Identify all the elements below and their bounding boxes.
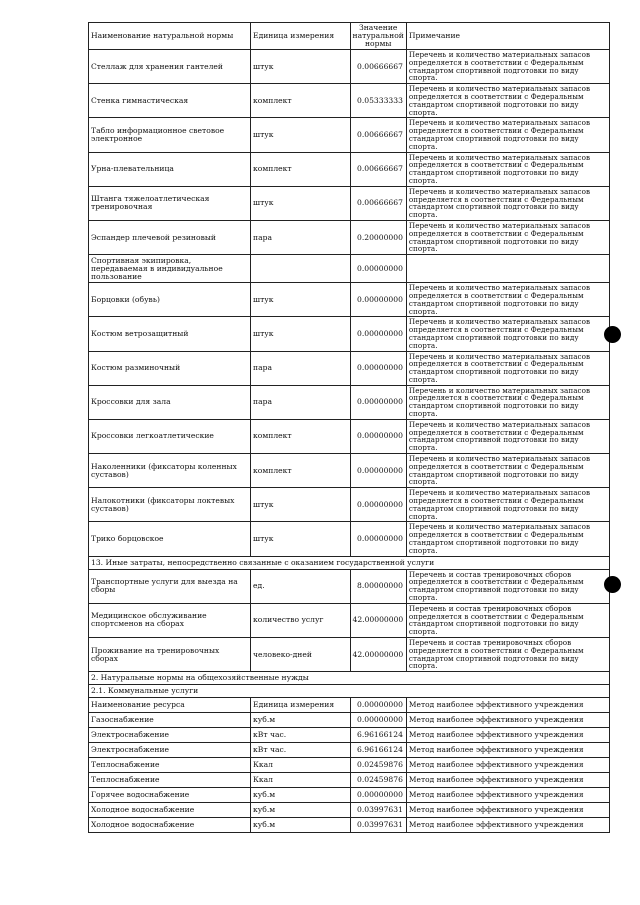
row-note: Метод наиболее эффективного учреждения xyxy=(406,743,609,758)
row-unit: куб.м xyxy=(251,788,350,803)
row-value: 8.00000000 xyxy=(350,569,406,603)
table-row xyxy=(89,454,610,488)
row-name: Горячее водоснабжение xyxy=(89,788,251,803)
row-value: 0.00666667 xyxy=(350,186,406,220)
row-note: Перечень и количество материальных запасов определяется в соответствии с Федеральным стандартом спортивной подготовки по виду спорта. xyxy=(406,152,609,186)
table-row xyxy=(89,351,610,385)
row-unit: штук xyxy=(251,522,350,556)
table-row xyxy=(89,317,610,351)
row-value: 0.00000000 xyxy=(350,522,406,556)
row-name: Налокотники (фиксаторы локтевых суставов) xyxy=(89,488,251,522)
row-note xyxy=(406,255,609,283)
row-unit: Ккал xyxy=(251,758,350,773)
row-note: Метод наиболее эффективного учреждения xyxy=(406,773,609,788)
row-value: 0.00000000 xyxy=(350,454,406,488)
section-2-title: 2. Натуральные нормы на общехозяйственные нужды xyxy=(89,672,610,685)
table-row xyxy=(89,118,610,152)
row-value: 0.03997631 xyxy=(350,803,406,818)
table-row xyxy=(89,803,610,818)
row-note: Перечень и состав тренировочных сборов определяется в соответствии с Федеральным стандартом спортивной подготовки по виду спорта. xyxy=(406,569,609,603)
row-note: Метод наиболее эффективного учреждения xyxy=(406,758,609,773)
row-unit: куб.м xyxy=(251,818,350,833)
row-value: 0.02459876 xyxy=(350,773,406,788)
row-name: Костюм разминочный xyxy=(89,351,251,385)
util-header-unit: Единица измерения xyxy=(251,698,350,713)
row-unit: штук xyxy=(251,186,350,220)
table-row-group xyxy=(89,255,610,283)
row-value: 0.20000000 xyxy=(350,220,406,254)
row-value: 0.00666667 xyxy=(350,152,406,186)
table-row xyxy=(89,186,610,220)
row-unit: куб.м xyxy=(251,713,350,728)
row-unit: кВт час. xyxy=(251,743,350,758)
row-unit: штук xyxy=(251,118,350,152)
row-note: Метод наиболее эффективного учреждения xyxy=(406,713,609,728)
row-note: Перечень и количество материальных запасов определяется в соответствии с Федеральным стандартом спортивной подготовки по виду спорта. xyxy=(406,522,609,556)
util-header-value: 0.00000000 xyxy=(350,698,406,713)
row-unit: количество услуг xyxy=(251,603,350,637)
binder-hole-mark xyxy=(604,326,621,343)
row-name: Эспандер плечевой резиновый xyxy=(89,220,251,254)
row-value: 0.03997631 xyxy=(350,818,406,833)
row-note: Перечень и количество материальных запасов определяется в соответствии с Федеральным стандартом спортивной подготовки по виду спорта. xyxy=(406,118,609,152)
table-row xyxy=(89,283,610,317)
table-row xyxy=(89,488,610,522)
row-note: Перечень и состав тренировочных сборов определяется в соответствии с Федеральным стандартом спортивной подготовки по виду спорта. xyxy=(406,638,609,672)
row-name: Холодное водоснабжение xyxy=(89,803,251,818)
row-note: Перечень и количество материальных запасов определяется в соответствии с Федеральным стандартом спортивной подготовки по виду спорта. xyxy=(406,317,609,351)
section-13-title: 13. Иные затраты, непосредственно связанные с оказанием государственной услуги xyxy=(89,556,610,569)
table-row xyxy=(89,788,610,803)
norms-table xyxy=(88,22,610,833)
row-unit: пара xyxy=(251,220,350,254)
row-value: 6.96166124 xyxy=(350,728,406,743)
header-note: Примечание xyxy=(406,23,609,50)
table-row xyxy=(89,728,610,743)
row-note: Перечень и количество материальных запасов определяется в соответствии с Федеральным стандартом спортивной подготовки по виду спорта. xyxy=(406,454,609,488)
row-name: Теплоснабжение xyxy=(89,758,251,773)
row-note: Перечень и состав тренировочных сборов определяется в соответствии с Федеральным стандартом спортивной подготовки по виду спорта. xyxy=(406,603,609,637)
row-note: Метод наиболее эффективного учреждения xyxy=(406,788,609,803)
row-name: Борцовки (обувь) xyxy=(89,283,251,317)
table-row xyxy=(89,522,610,556)
row-note: Перечень и количество материальных запасов определяется в соответствии с Федеральным стандартом спортивной подготовки по виду спорта. xyxy=(406,419,609,453)
table-row xyxy=(89,84,610,118)
row-name: Костюм ветрозащитный xyxy=(89,317,251,351)
row-note: Перечень и количество материальных запасов определяется в соответствии с Федеральным стандартом спортивной подготовки по виду спорта. xyxy=(406,351,609,385)
row-unit: штук xyxy=(251,283,350,317)
row-name: Медицинское обслуживание спортсменов на сборах xyxy=(89,603,251,637)
row-value: 0.00000000 xyxy=(350,283,406,317)
row-unit: штук xyxy=(251,317,350,351)
row-value: 0.00000000 xyxy=(350,385,406,419)
table-row xyxy=(89,773,610,788)
row-name: Кроссовки для зала xyxy=(89,385,251,419)
row-value: 0.05333333 xyxy=(350,84,406,118)
row-name: Электроснабжение xyxy=(89,728,251,743)
table-row xyxy=(89,603,610,637)
table-row xyxy=(89,50,610,84)
row-unit: человеко-дней xyxy=(251,638,350,672)
row-value: 0.00000000 xyxy=(350,317,406,351)
row-note: Перечень и количество материальных запасов определяется в соответствии с Федеральным стандартом спортивной подготовки по виду спорта. xyxy=(406,50,609,84)
row-unit xyxy=(251,255,350,283)
row-note: Метод наиболее эффективного учреждения xyxy=(406,728,609,743)
row-name: Спортивная экипировка, передаваемая в индивидуальное пользование xyxy=(89,255,251,283)
row-value: 0.00000000 xyxy=(350,351,406,385)
header-name: Наименование натуральной нормы xyxy=(89,23,251,50)
row-note: Перечень и количество материальных запасов определяется в соответствии с Федеральным стандартом спортивной подготовки по виду спорта. xyxy=(406,84,609,118)
row-name: Стенка гимнастическая xyxy=(89,84,251,118)
row-name: Трико борцовское xyxy=(89,522,251,556)
row-value: 42.00000000 xyxy=(350,603,406,637)
row-unit: комплект xyxy=(251,84,350,118)
section-row xyxy=(89,556,610,569)
row-name: Холодное водоснабжение xyxy=(89,818,251,833)
row-name: Теплоснабжение xyxy=(89,773,251,788)
row-note: Перечень и количество материальных запасов определяется в соответствии с Федеральным стандартом спортивной подготовки по виду спорта. xyxy=(406,283,609,317)
table-row xyxy=(89,152,610,186)
row-name: Наколенники (фиксаторы коленных суставов) xyxy=(89,454,251,488)
row-unit: куб.м xyxy=(251,803,350,818)
row-value: 42.00000000 xyxy=(350,638,406,672)
row-unit: комплект xyxy=(251,419,350,453)
row-note: Перечень и количество материальных запасов определяется в соответствии с Федеральным стандартом спортивной подготовки по виду спорта. xyxy=(406,186,609,220)
row-value: 0.00000000 xyxy=(350,488,406,522)
row-unit: комплект xyxy=(251,152,350,186)
row-unit: Ккал xyxy=(251,773,350,788)
row-name: Табло информационное световое электронное xyxy=(89,118,251,152)
row-note: Перечень и количество материальных запасов определяется в соответствии с Федеральным стандартом спортивной подготовки по виду спорта. xyxy=(406,385,609,419)
table-row xyxy=(89,638,610,672)
header-value: Значение натуральной нормы xyxy=(350,23,406,50)
table-row xyxy=(89,385,610,419)
row-name: Урна-плевательница xyxy=(89,152,251,186)
row-name: Штанга тяжелоатлетическая тренировочная xyxy=(89,186,251,220)
row-note: Перечень и количество материальных запасов определяется в соответствии с Федеральным стандартом спортивной подготовки по виду спорта. xyxy=(406,488,609,522)
row-name: Транспортные услуги для выезда на сборы xyxy=(89,569,251,603)
document-page xyxy=(88,22,610,833)
binder-hole-mark xyxy=(604,576,621,593)
row-name: Газоснабжение xyxy=(89,713,251,728)
row-value: 0.00666667 xyxy=(350,50,406,84)
row-value: 0.00000000 xyxy=(350,419,406,453)
row-value: 0.00000000 xyxy=(350,788,406,803)
row-name: Стеллаж для хранения гантелей xyxy=(89,50,251,84)
row-note: Метод наиболее эффективного учреждения xyxy=(406,818,609,833)
table-row xyxy=(89,419,610,453)
table-row xyxy=(89,758,610,773)
row-value: 6.96166124 xyxy=(350,743,406,758)
util-header-row xyxy=(89,698,610,713)
row-unit: пара xyxy=(251,351,350,385)
table-row xyxy=(89,713,610,728)
row-unit: штук xyxy=(251,488,350,522)
row-name: Проживание на тренировочных сборах xyxy=(89,638,251,672)
row-value: 0.00000000 xyxy=(350,713,406,728)
row-note: Метод наиболее эффективного учреждения xyxy=(406,698,609,713)
util-header-name: Наименование ресурса xyxy=(89,698,251,713)
section-row xyxy=(89,685,610,698)
row-note: Метод наиболее эффективного учреждения xyxy=(406,803,609,818)
section-21-title: 2.1. Коммунальные услуги xyxy=(89,685,610,698)
row-unit: ед. xyxy=(251,569,350,603)
table-row xyxy=(89,220,610,254)
row-value: 0.00000000 xyxy=(350,255,406,283)
row-name: Электроснабжение xyxy=(89,743,251,758)
table-row xyxy=(89,569,610,603)
row-name: Кроссовки легкоатлетические xyxy=(89,419,251,453)
row-value: 0.00666667 xyxy=(350,118,406,152)
table-header xyxy=(89,23,610,50)
row-unit: кВт час. xyxy=(251,728,350,743)
row-unit: пара xyxy=(251,385,350,419)
header-unit: Единица измерения xyxy=(251,23,350,50)
row-unit: штук xyxy=(251,50,350,84)
row-note: Перечень и количество материальных запасов определяется в соответствии с Федеральным стандартом спортивной подготовки по виду спорта. xyxy=(406,220,609,254)
table-row xyxy=(89,818,610,833)
row-value: 0.02459876 xyxy=(350,758,406,773)
table-row xyxy=(89,743,610,758)
row-unit: комплект xyxy=(251,454,350,488)
section-row xyxy=(89,672,610,685)
